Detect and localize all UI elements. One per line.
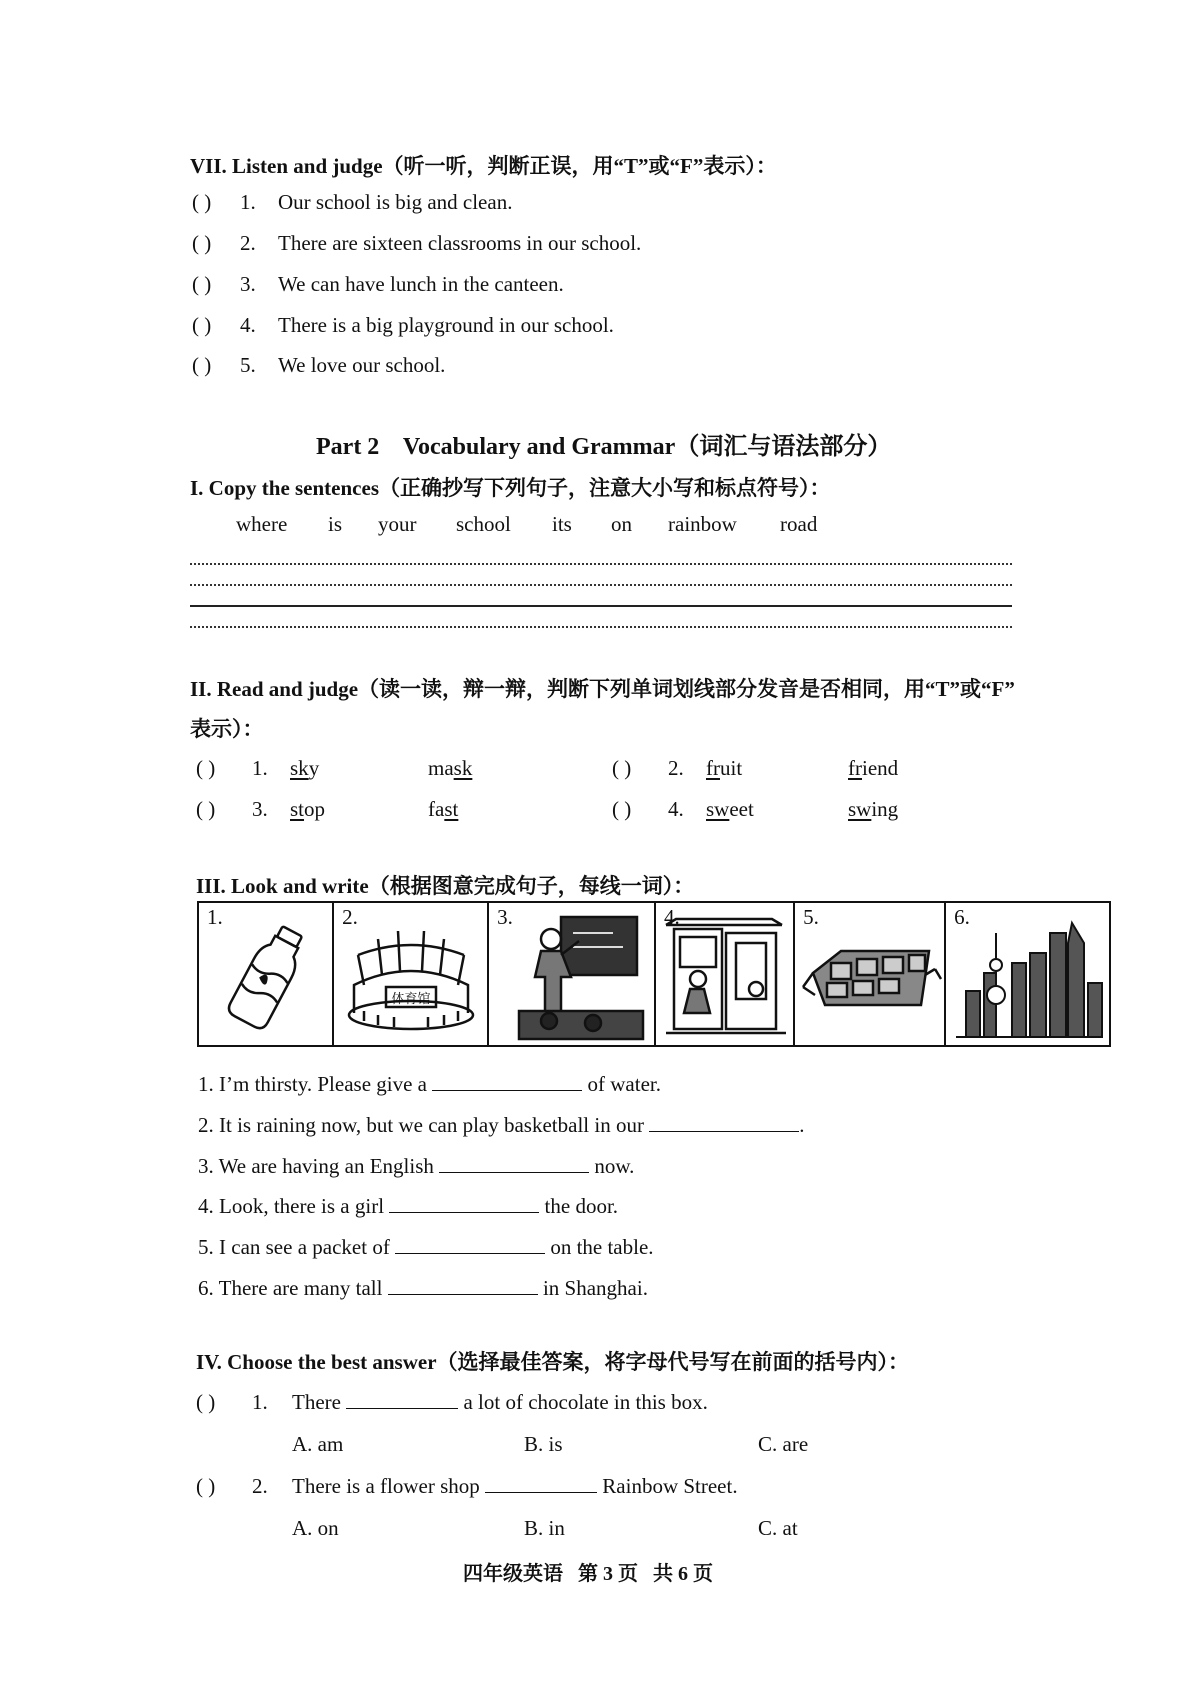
fill-sentence: [198, 1235, 654, 1260]
question-after: a lot of chocolate in this box.: [463, 1390, 708, 1414]
sentence-before: 5. I can see a packet of: [198, 1235, 390, 1259]
part2-title: Part 2 Vocabulary and Grammar（词汇与语法部分）: [316, 434, 892, 460]
picture-cell: [795, 903, 946, 1045]
sentence-before: 1. I’m thirsty. Please give a: [198, 1072, 428, 1096]
word-rest: op: [304, 797, 326, 821]
picture-cell: [946, 903, 1109, 1045]
sentence-before: 4. Look, there is a girl: [198, 1194, 385, 1218]
item-text: Our school is big and clean.: [278, 190, 513, 214]
copy-word: where: [236, 512, 288, 536]
answer-paren[interactable]: ( ): [192, 231, 212, 255]
question-before: There: [292, 1390, 341, 1414]
picture-number: 5.: [803, 905, 819, 929]
answer-paren[interactable]: ( ): [196, 1474, 216, 1498]
word-pair-second: [428, 756, 472, 781]
picture-strip: [197, 901, 1111, 1047]
copy-word: your: [378, 512, 417, 536]
underlined-part: st: [290, 797, 305, 821]
question-text: [292, 1474, 738, 1499]
underlined-part: fr: [706, 756, 720, 780]
fill-sentence: [198, 1072, 661, 1097]
sentence-after: the door.: [544, 1194, 619, 1218]
answer-paren[interactable]: ( ): [196, 797, 216, 821]
section-choose-title: IV. Choose the best answer（选择最佳答案，将字母代号写在前面的括号内）：: [196, 1350, 910, 1374]
word-pair-first: [706, 797, 754, 822]
sentence-after: now.: [594, 1154, 635, 1178]
underlined-part: sw: [706, 797, 730, 821]
picture-number: 1.: [207, 905, 223, 929]
item-number: 3.: [252, 797, 268, 821]
word-rest: iend: [862, 756, 899, 780]
item-number: 2.: [668, 756, 684, 780]
item-number: 5.: [240, 353, 256, 377]
item-number: 3.: [240, 272, 256, 296]
word-pair-first: [706, 756, 742, 781]
answer-blank[interactable]: [485, 1474, 597, 1493]
item-number: 1.: [252, 1390, 268, 1414]
copy-word: road: [780, 512, 818, 536]
underlined-part: st: [444, 797, 459, 821]
girl-behind-door-icon: [656, 903, 794, 1045]
underlined-part: sk: [290, 756, 309, 780]
sentence-after: .: [799, 1113, 805, 1137]
option-a[interactable]: A. on: [292, 1516, 339, 1540]
answer-blank[interactable]: [346, 1390, 458, 1409]
writing-line-dotted[interactable]: [190, 563, 1012, 565]
word-pair-second: [848, 797, 898, 822]
answer-paren[interactable]: ( ): [192, 190, 212, 214]
copy-word: is: [328, 512, 343, 536]
fill-sentence: [198, 1154, 634, 1179]
answer-blank[interactable]: [439, 1154, 589, 1173]
answer-paren[interactable]: ( ): [196, 756, 216, 780]
copy-word: on: [611, 512, 632, 536]
item-text: There are sixteen classrooms in our school.: [278, 231, 642, 255]
question-text: [292, 1390, 708, 1415]
answer-blank[interactable]: [649, 1113, 799, 1132]
sentence-before: 3. We are having an English: [198, 1154, 434, 1178]
option-a[interactable]: A. am: [292, 1432, 344, 1456]
item-number: 2.: [240, 231, 256, 255]
copy-word: its: [552, 512, 572, 536]
picture-number: 3.: [497, 905, 513, 929]
sentence-before: 6. There are many tall: [198, 1276, 383, 1300]
underlined-part: sk: [453, 756, 473, 780]
shanghai-skyline-icon: [946, 903, 1110, 1045]
answer-paren[interactable]: ( ): [192, 353, 212, 377]
stadium-icon: [334, 903, 488, 1045]
item-text: We love our school.: [278, 353, 446, 377]
word-rest: eet: [729, 797, 754, 821]
sentence-after: of water.: [587, 1072, 661, 1096]
item-text: We can have lunch in the canteen.: [278, 272, 564, 296]
section-vii-title: VII. Listen and judge（听一听，判断正误，用“T”或“F”表示）：: [190, 154, 777, 178]
option-b[interactable]: B. is: [524, 1432, 563, 1456]
answer-paren[interactable]: ( ): [612, 797, 632, 821]
section-look-write-title: III. Look and write（根据图意完成句子，每线一词）：: [196, 874, 695, 898]
picture-cell: [199, 903, 334, 1045]
fill-sentence: [198, 1194, 618, 1219]
classroom-teacher-icon: [489, 903, 655, 1045]
question-before: There is a flower shop: [292, 1474, 480, 1498]
answer-blank[interactable]: [388, 1276, 538, 1295]
picture-cell: [489, 903, 656, 1045]
word-pair-second: [428, 797, 458, 822]
answer-blank[interactable]: [395, 1235, 545, 1254]
option-c[interactable]: C. are: [758, 1432, 809, 1456]
section-read-judge-title: II. Read and judge（读一读，辩一辩，判断下列单词划线部分发音是否相同，用“T”或“F”: [190, 677, 1015, 701]
section-read-judge-title-cont: 表示）：: [190, 717, 264, 741]
picture-cell: [656, 903, 795, 1045]
word-pair-second: [848, 756, 898, 781]
item-number: 4.: [240, 313, 256, 337]
copy-word: rainbow: [668, 512, 737, 536]
item-number: 4.: [668, 797, 684, 821]
picture-number: 2.: [342, 905, 358, 929]
sentence-before: 2. It is raining now, but we can play basketball in our: [198, 1113, 644, 1137]
item-number: 1.: [252, 756, 268, 780]
fill-sentence: [198, 1276, 648, 1301]
stadium-sign: 体育馆: [391, 992, 431, 1007]
answer-paren[interactable]: ( ): [192, 272, 212, 296]
word-start: fa: [428, 797, 445, 821]
biscuit-packet-icon: [795, 903, 945, 1045]
sentence-after: in Shanghai.: [542, 1276, 648, 1300]
item-number: 2.: [252, 1474, 268, 1498]
word-rest: y: [308, 756, 320, 780]
question-after: Rainbow Street.: [602, 1474, 738, 1498]
answer-paren[interactable]: ( ): [192, 313, 212, 337]
item-number: 1.: [240, 190, 256, 214]
answer-blank[interactable]: [432, 1072, 582, 1091]
picture-cell: [334, 903, 489, 1045]
underlined-part: fr: [848, 756, 862, 780]
answer-paren[interactable]: ( ): [612, 756, 632, 780]
item-text: There is a big playground in our school.: [278, 313, 614, 337]
picture-number: 4.: [664, 905, 680, 929]
writing-line-solid[interactable]: [190, 605, 1012, 607]
answer-paren[interactable]: ( ): [196, 1390, 216, 1414]
sentence-after: on the table.: [550, 1235, 654, 1259]
option-b[interactable]: B. in: [524, 1516, 565, 1540]
copy-word: school: [456, 512, 511, 536]
word-pair-first: [290, 797, 325, 822]
writing-line-dotted[interactable]: [190, 626, 1012, 628]
word-pair-first: [290, 756, 319, 781]
writing-line-dotted[interactable]: [190, 584, 1012, 586]
word-rest: uit: [720, 756, 743, 780]
word-rest: ing: [871, 797, 899, 821]
word-start: ma: [428, 756, 454, 780]
option-c[interactable]: C. at: [758, 1516, 798, 1540]
picture-number: 6.: [954, 905, 970, 929]
page-footer: 四年级英语 第 3 页 共 6 页: [463, 1563, 713, 1585]
underlined-part: sw: [848, 797, 872, 821]
answer-blank[interactable]: [389, 1194, 539, 1213]
water-bottle-icon: [199, 903, 333, 1045]
section-copy-title: I. Copy the sentences（正确抄写下列句子，注意大小写和标点符号）：: [190, 476, 831, 500]
fill-sentence: [198, 1113, 804, 1138]
